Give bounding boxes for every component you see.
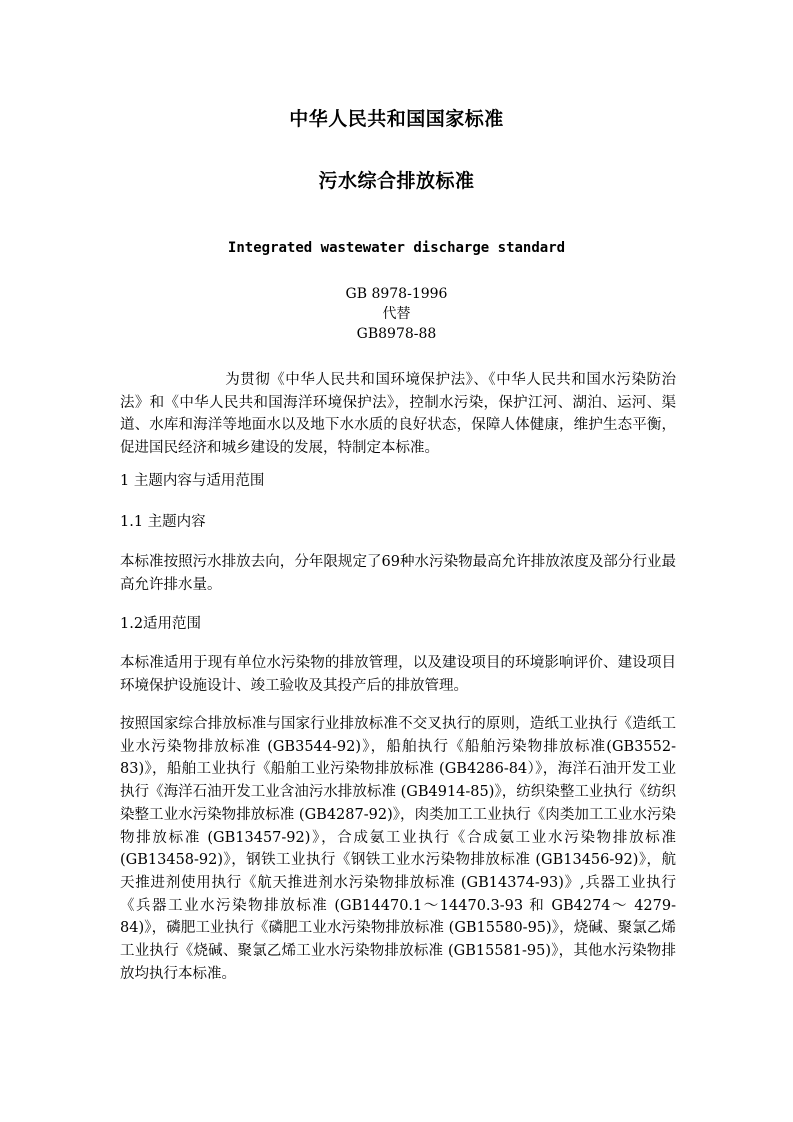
sub-title: 污水综合排放标准 xyxy=(318,170,475,192)
section-1-2-heading: 1.2适用范围 xyxy=(120,616,202,632)
english-title: Integrated wastewater discharge standard xyxy=(227,240,566,256)
standard-code: GB 8978-1996 xyxy=(345,286,448,302)
main-title: 中华人民共和国国家标准 xyxy=(289,108,504,130)
intro-paragraph: 为贯彻《中华人民共和国环境保护法》、《中华人民共和国水污染防治法》和《中华人民共和国海洋环境保护法》，控制水污染，保护江河、湖泊、运河、渠道、水库和海洋等地面水以及地下水水质的良好状态，保障人体健康，维护生态平衡，促进国民经济和城乡建设的发展，特制定本标准。 xyxy=(120,372,676,457)
section-1-2-text-2: 按照国家综合排放标准与国家行业排放标准不交叉执行的原则，造纸工业执行《造纸工业水污染物排放标准 (GB3544-92)》，船舶执行《船舶污染物排放标准(GB3552-83)》，船舶工业执行《船舶工业污染物排放标准 (GB4286-84）》，海洋石油开发工业执行《海洋石油开发工业含油污水排放标准 (GB4914-85)》，纺织染整工业执行《纺织染整工业水污染物排放标准 (GB4287-92)》，肉类加工工业执行《肉类加工工业水污染物排放标准 (GB13457-92)》，合成氨工业执行《合成氨工业水污染物排放标准 (GB13458-92)》，钢铁工业执行《钢铁工业水污染物排放标准 (GB13456-92)》，航天推进剂使用执行《航天推进剂水污染物排放标准 (GB14374-93)》,兵器工业执行《兵器工业水污染物排放标准 (GB14470.1～14470.3-93 和 GB4274～ 4279-84)》，磷肥工业执行《磷肥工业水污染物排放标准 (GB15580-95)》，烧碱、聚氯乙烯工业执行《烧碱、聚氯乙烯工业水污染物排放标准 (GB15581-95)》，其他水污染物排放均执行本标准。 xyxy=(120,716,676,982)
section-1-1-heading: 1.1 主题内容 xyxy=(120,514,206,530)
replaces-label: 代替 xyxy=(382,306,411,322)
standard-code-block xyxy=(0,284,793,344)
replaced-code: GB8978-88 xyxy=(356,326,437,342)
section-1-1-text: 本标准按照污水排放去向，分年限规定了69种水污染物最高允许排放浓度及部分行业最高允许排水量。 xyxy=(120,554,676,593)
section-1-heading: 1 主题内容与适用范围 xyxy=(120,473,265,489)
section-1-2-text: 本标准适用于现有单位水污染物的排放管理，以及建设项目的环境影响评价、建设项目环境保护设施设计、竣工验收及其投产后的排放管理。 xyxy=(120,655,676,694)
